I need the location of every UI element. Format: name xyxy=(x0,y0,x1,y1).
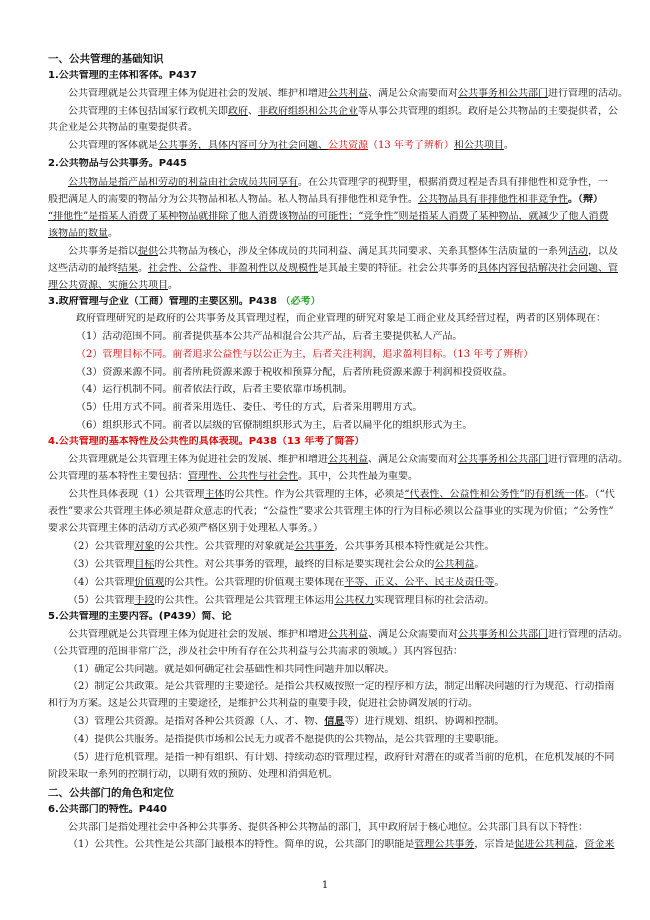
text-run: （2）制定公共政策。是公共管理的主要途径。是指公共权威按照一定的程序和方法，制定出解决问题的行为规范、行动指南 xyxy=(68,681,615,692)
text-line xyxy=(0,664,650,676)
text-run: 公共物品是指产品和劳动的利益由社会成员共同享有 xyxy=(68,177,298,188)
text-run: 。 xyxy=(138,263,148,274)
text-run: 共企业是公共物品的重要提供者。 xyxy=(48,122,198,133)
text-run: 公共事务是指以 xyxy=(68,246,138,257)
text-run: 公共管理的客体就是 xyxy=(68,140,158,151)
text-run: 进行管理的活动。 xyxy=(548,454,628,465)
text-run: 二、公共部门的角色和定位 xyxy=(48,787,174,799)
text-line xyxy=(0,471,650,483)
text-run: 和行为方案。这是公共管理的主要途径，是维护公共利益的重要手段，促进社会协调发展的行动。 xyxy=(48,698,478,709)
text-run: 进行管理的活动。 xyxy=(548,88,628,99)
text-run: 管理公共事务 xyxy=(414,839,475,850)
text-run: （3）公共管理 xyxy=(68,559,135,570)
text-line xyxy=(0,384,650,396)
text-run: （4）提供公共服务。是指提供市场和公民无力或者不愿提供的公共物品，是公共管理的主要职能。 xyxy=(68,734,505,745)
text-run: 管理性、公共性与社会性 xyxy=(188,471,298,482)
text-run: 和公共项目 xyxy=(453,140,504,151)
text-run: 非政府组织和公共企业 xyxy=(258,106,358,117)
section-heading xyxy=(0,436,650,448)
text-run: ，以及 xyxy=(588,246,618,257)
text-run: 实现管理目标的社会活动。 xyxy=(374,595,495,606)
text-run: 公共事务和公共部门 xyxy=(458,629,548,640)
text-run: 公共物品为核心，涉及全体成员的共同利益、满足其共同要求、关系其整体生活质量的一系列 xyxy=(158,246,568,257)
text-run: 公共事务，具体内容可分为社会问题、 xyxy=(158,140,328,151)
text-run: （6）组织形式不同。前者以层级的官僚制组织形式为主，后者以扁平化的组织形式为主。 xyxy=(76,420,473,431)
text-run: 社会性、公益性、非盈利性以及规模性 xyxy=(148,263,318,274)
page-number: 1 xyxy=(321,880,329,891)
text-line xyxy=(0,646,650,658)
text-run: 公共性具体表现（1）公共管理 xyxy=(68,489,205,500)
section-heading xyxy=(0,611,650,623)
text-run: 目标 xyxy=(134,559,155,570)
text-run: 。 xyxy=(108,228,118,239)
text-run: （4）公共管理 xyxy=(68,577,135,588)
text-line xyxy=(0,228,650,240)
text-run: “代表性、公益性和公务性”的有机统一体 xyxy=(404,489,585,500)
text-run: 。（辩） xyxy=(568,194,603,205)
text-line xyxy=(0,681,650,693)
section-heading xyxy=(0,296,650,308)
text-line xyxy=(0,194,650,206)
text-run: 公共权力 xyxy=(334,595,375,606)
text-run: 公共事务 xyxy=(294,541,335,552)
text-run: 。其中，公共性最为重要。 xyxy=(298,471,418,482)
text-run: 6.公共部门的特性。P440 xyxy=(48,804,167,815)
text-run: 公共利益 xyxy=(328,454,368,465)
text-run: 手段 xyxy=(134,595,155,606)
text-line xyxy=(0,106,650,118)
text-run: 要求公共管理主体的活动方式必须严格区别于处理私人事务。） xyxy=(48,523,323,534)
text-run: 的公共性。对公共事务的管理，最终的目标是要实现社会公众的 xyxy=(154,559,435,570)
text-line xyxy=(0,822,650,834)
text-run: 公共管理就是公共管理主体为促进社会的发展、维护和增进 xyxy=(68,88,328,99)
text-line xyxy=(0,716,650,728)
text-run: （1）活动范围不同。前者提供基本公共产品和混合公共产品，后者主要提供私人产品。 xyxy=(76,331,463,342)
text-run: 公共管理就是公共管理主体为促进社会的发展、维护和增进 xyxy=(68,454,328,465)
text-run: 理公共资源、实施公共项目 xyxy=(48,280,168,291)
text-run: 该物品的数量 xyxy=(48,228,108,239)
text-run: 政府 xyxy=(228,106,248,117)
text-run: 这些活动的最终 xyxy=(48,263,118,274)
text-run: 。（“代 xyxy=(584,489,615,500)
text-run: 1.公共管理的主体和客体。P437 xyxy=(48,70,197,81)
text-run: 公共事务和公共部门 xyxy=(458,88,548,99)
text-run: （5）进行危机管理。是指一种有组织、有计划、持续动态的管理过程，政府针对潜在的或者当前的危机，在危机发展的不同 xyxy=(68,752,615,763)
text-line xyxy=(0,752,650,764)
text-run: 是其最主要的特征。社会公共事务的 xyxy=(318,263,478,274)
text-run: ，公共事务其根本特性就是公共性。 xyxy=(334,541,495,552)
text-run: 的公共性。作为公共管理的主体，必须是 xyxy=(224,489,405,500)
text-run: 主体 xyxy=(204,489,225,500)
text-line xyxy=(0,331,650,343)
text-line xyxy=(0,367,650,379)
text-run: 2.公共物品与公共事务。P445 xyxy=(48,158,187,169)
text-run: （4）运行机制不同。前者依法行政，后者主要依靠市场机制。 xyxy=(76,384,353,395)
text-run: （1）公共性。公共性是公共部门最根本的特性。简单的说，公共部门的职能是 xyxy=(68,839,415,850)
text-run: 。 xyxy=(474,559,485,570)
text-run: 5.公共管理的主要内容。(P439）简、论 xyxy=(48,611,232,622)
text-line xyxy=(0,523,650,535)
section-heading xyxy=(0,158,650,170)
text-run: 阶段采取一系列的控制行动，以期有效的预防、处理和消弭危机。 xyxy=(48,769,338,780)
text-line xyxy=(0,541,650,553)
text-line xyxy=(0,211,650,223)
text-run: 表性”要求公共管理主体必须是群众意志的代表；“公益性”要求公共管理主体的行为目标必须以公益事业的实现为价值；“公务性” xyxy=(48,506,614,517)
text-line xyxy=(0,246,650,258)
text-run: （必考） xyxy=(280,296,321,307)
text-run: 一、公共管理的基础知识 xyxy=(48,53,164,65)
text-line xyxy=(0,122,650,134)
text-run: 公共管理的主体包括国家行政机关即 xyxy=(68,106,228,117)
text-line xyxy=(0,577,650,589)
text-run: 进行管理的活动。 xyxy=(548,629,628,640)
text-line xyxy=(0,140,650,152)
text-line xyxy=(0,313,650,325)
section-heading xyxy=(0,804,650,816)
text-run: 。在公共管理学的视野里，根据消费过程是否具有排他性和竞争性，一 xyxy=(298,177,608,188)
text-run: （5）公共管理 xyxy=(68,595,135,606)
text-line xyxy=(0,734,650,746)
text-run: 的公共性。公共管理的对象就是 xyxy=(154,541,295,552)
text-line xyxy=(0,263,650,275)
text-line xyxy=(0,839,650,851)
text-line xyxy=(0,454,650,466)
text-run: 公共物品具有非排他性和非竞争性 xyxy=(418,194,568,205)
text-run: 。 xyxy=(503,140,514,151)
text-run: （2）管理目标不同。前者追求公益性与以公正为主，后者关注利润，追求盈利目标。（13 年考了辨析） xyxy=(76,349,534,360)
text-run: 的公共性。公共管理的价值观主要体现在 xyxy=(164,577,345,588)
text-run: 对象 xyxy=(134,541,155,552)
text-line xyxy=(0,280,650,292)
text-line xyxy=(0,489,650,501)
section-heading xyxy=(0,70,650,82)
text-line xyxy=(0,559,650,571)
text-run: 、满足公众需要而对 xyxy=(368,454,458,465)
text-run: （5）任用方式不同。前者采用选任、委任、考任的方式，后者采用聘用方式。 xyxy=(76,402,423,413)
text-run: 活动 xyxy=(568,246,588,257)
text-run: 公共利益 xyxy=(328,88,368,99)
text-run: 公共事务和公共部门 xyxy=(458,454,548,465)
text-run: 资金来 xyxy=(584,839,615,850)
text-line xyxy=(0,177,650,189)
text-run: 促进公共利益 xyxy=(514,839,575,850)
text-run: 、满足公众需要而对 xyxy=(368,88,458,99)
section-heading xyxy=(0,787,650,799)
text-line xyxy=(0,595,650,607)
text-run: 、满足公众需要而对 xyxy=(368,629,458,640)
text-run: （2）公共管理 xyxy=(68,541,135,552)
text-run: 具体内容包括解决社会问题、管 xyxy=(478,263,618,274)
section-heading xyxy=(0,53,650,65)
text-run: （1）确定公共问题。就是如何确定社会基础性和共同性问题并加以解决。 xyxy=(68,664,395,675)
text-run: 信息 xyxy=(324,716,345,727)
text-run: 政府管理研究的是政府的公共事务及其管理过程，而企业管理的研究对象是工商企业及其经营过程，两者的区别体现在： xyxy=(76,313,606,324)
text-line xyxy=(0,420,650,432)
text-run: 公共利益 xyxy=(328,629,368,640)
text-line xyxy=(0,769,650,781)
text-run: “排他性”是指某人消费了某种物品就排除了他人消费该物品的可能性；“竞争性”则是指某人消费了某种物品，就减少了他人消费 xyxy=(48,211,609,222)
text-run: （公共管理的范围非常广泛，涉及社会中所有存在公共利益与公共需求的领域。）其内容包括： xyxy=(48,646,463,657)
text-run: 结果 xyxy=(118,263,138,274)
text-run: 等）进行规划、组织、协调和控制。 xyxy=(344,716,505,727)
text-run: 4.公共管理的基本特性及公共性的具体表现。P438（13 年考了简答） xyxy=(48,436,365,447)
text-run: 公共部门是指处理社会中各种公共事务、提供各种公共物品的部门，其中政府居于核心地位。公共部门具有以下特性： xyxy=(68,822,588,833)
text-run: ， xyxy=(574,839,585,850)
text-run: 平等、正义、公平、民主及责任等 xyxy=(344,577,495,588)
text-run: 公共管理的基本特性主要包括： xyxy=(48,471,188,482)
text-line xyxy=(0,629,650,641)
text-run: 3.政府管理与企业（工商）管理的主要区别。P438 xyxy=(48,296,281,307)
text-run: 。 xyxy=(168,280,178,291)
text-run: 般把满足人的需要的物品分为公共物品和私人物品。私人物品具有排他性和竞争性。 xyxy=(48,194,418,205)
text-run: 公共管理就是公共管理主体为促进社会的发展、维护和增进 xyxy=(68,629,328,640)
text-run: （3）资源来源不同。前者所耗资源来源于税收和预算分配，后者所耗资源来源于利润和投资收益。 xyxy=(76,367,513,378)
text-line xyxy=(0,698,650,710)
text-run: ，宗旨是 xyxy=(474,839,515,850)
text-line xyxy=(0,88,650,100)
text-run: （3）管理公共资源。是指对各种公共资源（人、才、物、 xyxy=(68,716,325,727)
text-run: 公共利益 xyxy=(434,559,475,570)
text-line xyxy=(0,349,650,361)
text-run: 公共资源 xyxy=(328,140,368,151)
text-run: （13 年考了辨析） xyxy=(368,140,454,151)
text-run: 提供 xyxy=(138,246,158,257)
text-run: 、 xyxy=(248,106,258,117)
text-line xyxy=(0,506,650,518)
text-run: 等从事公共管理的组织。政府是公共物品的主要提供者，公 xyxy=(358,106,618,117)
text-run: 的公共性。公共管理是公共管理主体运用 xyxy=(154,595,335,606)
text-line xyxy=(0,402,650,414)
text-run: 价值观 xyxy=(134,577,165,588)
text-run: 。 xyxy=(494,577,505,588)
